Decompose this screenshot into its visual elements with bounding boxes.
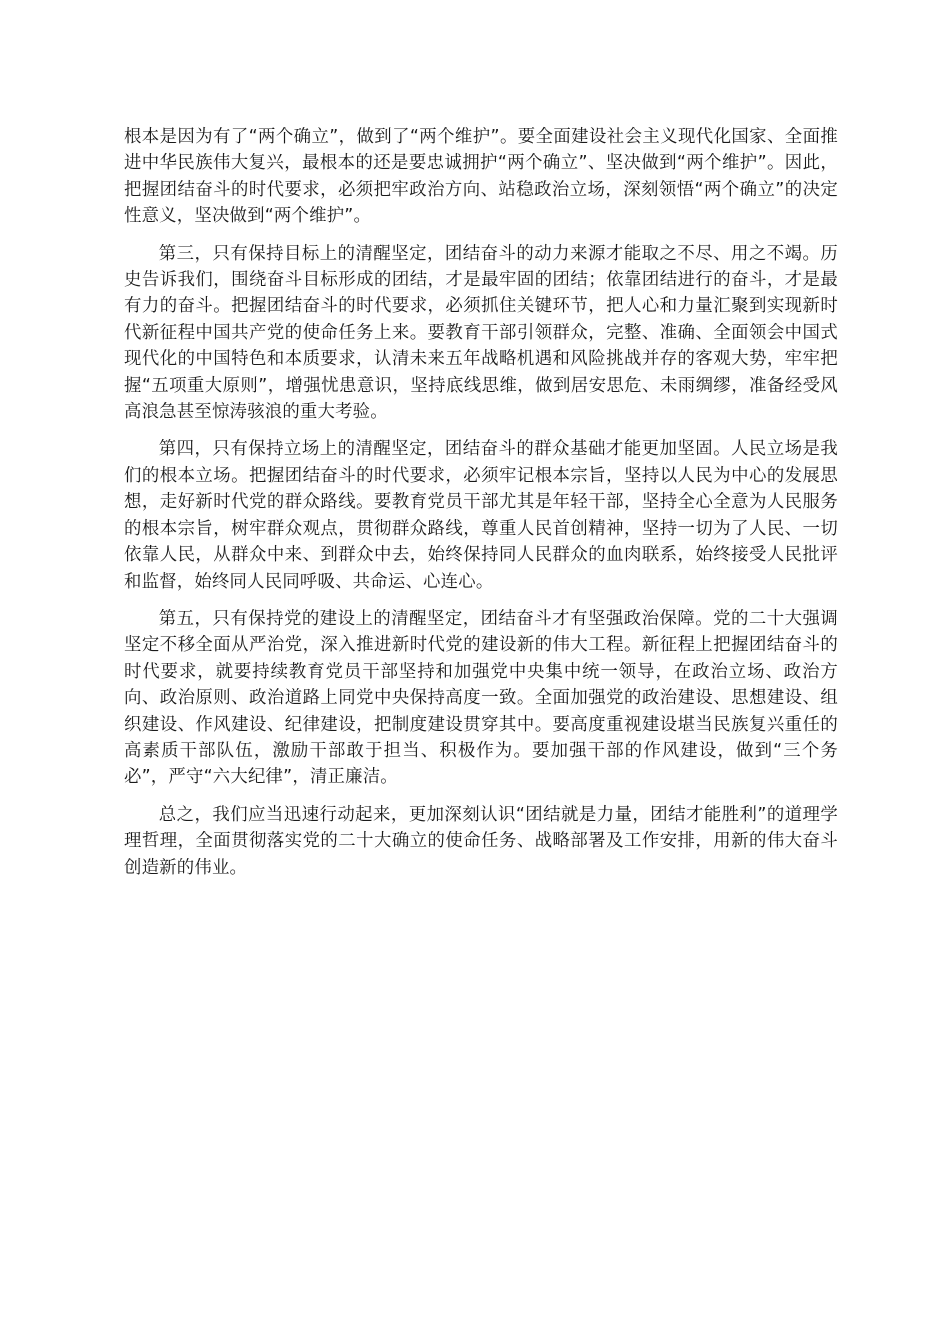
paragraph-fifth-point: 第五，只有保持党的建设上的清醒坚定，团结奋斗才有坚强政治保障。党的二十大强调坚定不移全面从严治党，深入推进新时代党的建设新的伟大工程。新征程上把握团结奋斗的时代要求，就要持续教育党员干部坚持和加强党中央集中统一领导，在政治立场、政治方向、政治原则、政治道路上同党中央保持高度一致。全面加强党的政治建设、思想建设、组织建设、作风建设、纪律建设，把制度建设贯穿其中。要高度重视建设堪当民族复兴重任的高素质干部队伍，激励干部敢于担当、积极作为。要加强干部的作风建设，做到“三个务必”，严守“六大纪律”，清正廉洁。: [124, 608, 838, 788]
paragraph-third-point: 第三，只有保持目标上的清醒坚定，团结奋斗的动力来源才能取之不尽、用之不竭。历史告诉我们，围绕奋斗目标形成的团结，才是最牢固的团结；依靠团结进行的奋斗，才是最有力的奋斗。把握团结奋斗的时代要求，必须抓住关键环节，把人心和力量汇聚到实现新时代新征程中国共产党的使命任务上来。要教育干部引领群众，完整、准确、全面领会中国式现代化的中国特色和本质要求，认清未来五年战略机遇和风险挑战并存的客观大势，牢牢把握“五项重大原则”，增强忧患意识，坚持底线思维，做到居安思危、未雨绸缪，准备经受风高浪急甚至惊涛骇浪的重大考验。: [124, 243, 838, 423]
paragraph-continuation: 根本是因为有了“两个确立”，做到了“两个维护”。要全面建设社会主义现代化国家、全面推进中华民族伟大复兴，最根本的还是要忠诚拥护“两个确立”、坚决做到“两个维护”。因此，把握团结奋斗的时代要求，必须把牢政治方向、站稳政治立场，深刻领悟“两个确立”的决定性意义，坚决做到“两个维护”。: [124, 127, 838, 227]
document-body: [124, 124, 838, 892]
paragraph-conclusion: 总之，我们应当迅速行动起来，更加深刻认识“团结就是力量，团结才能胜利”的道理学理哲理，全面贯彻落实党的二十大确立的使命任务、战略部署及工作安排，用新的伟大奋斗创造新的伟业。: [124, 804, 838, 878]
paragraph-fourth-point: 第四，只有保持立场上的清醒坚定，团结奋斗的群众基础才能更加坚固。人民立场是我们的根本立场。把握团结奋斗的时代要求，必须牢记根本宗旨，坚持以人民为中心的发展思想，走好新时代党的群众路线。要教育党员干部尤其是年轻干部，坚持全心全意为人民服务的根本宗旨，树牢群众观点，贯彻群众路线，尊重人民首创精神，坚持一切为了人民、一切依靠人民，从群众中来、到群众中去，始终保持同人民群众的血肉联系，始终接受人民批评和监督，始终同人民同呼吸、共命运、心连心。: [124, 439, 838, 592]
